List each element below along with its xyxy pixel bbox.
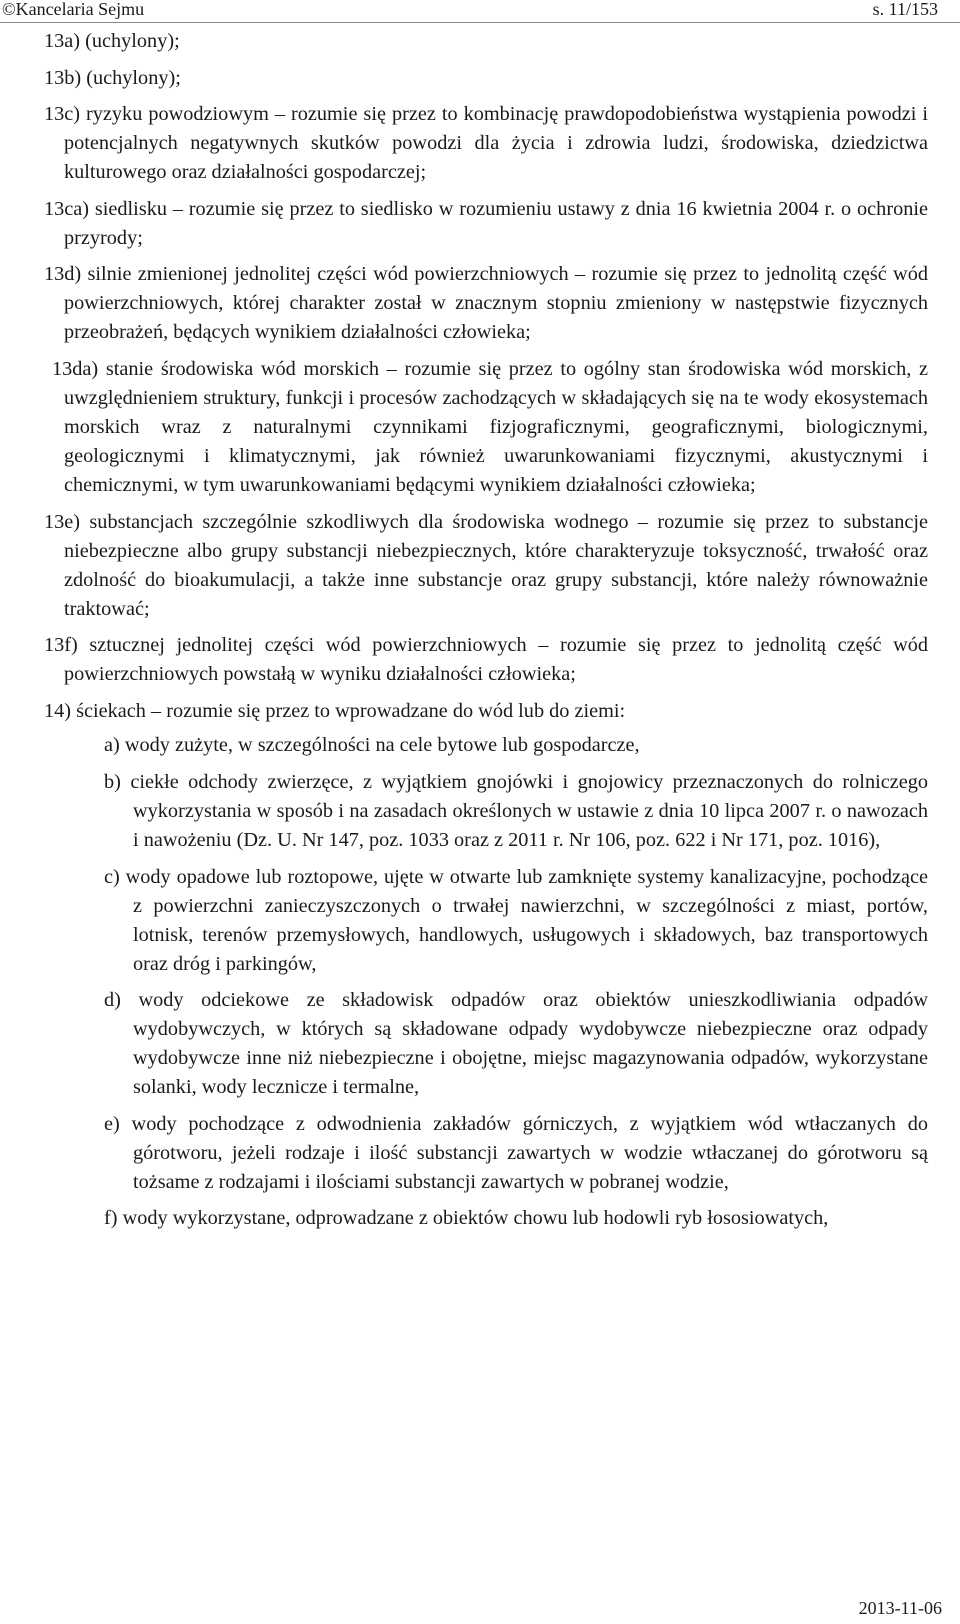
paragraph-14: 14) ściekach – rozumie się przez to wprowadzane do wód lub do ziemi: <box>44 699 626 722</box>
footer-date: 2013-11-06 <box>858 1598 942 1618</box>
letter-item-b: b) ciekłe odchody zwierzęce, z wyjątkiem gnojówki i gnojowicy przeznaczonych do rolniczego wykorzystania w sposób i na zasadach określonych w ustawie z dnia 10 lipca 2007 r. o nawozach i nawożeniu (Dz. U. Nr 147, poz. 1033 oraz z 2011 r. Nr 106, poz. 622 i Nr 171, poz. 1016), <box>104 770 928 851</box>
letter-item-d: d) wody odciekowe ze składowisk odpadów oraz obiektów unieszkodliwiania odpadów wydobywczych, w których są składowane odpady wydobywcze niebezpieczne oraz odpady wydobywcze inne niż niebezpieczne i obojętne, miejsc magazynowania odpadów, wykorzystane solanki, wody lecznicze i termalne, <box>104 989 928 1099</box>
page-number: s. 11/153 <box>872 0 938 19</box>
letter-item-f: f) wody wykorzystane, odprowadzane z obiektów chowu lub hodowli ryb łososiowatych, <box>104 1207 829 1230</box>
paragraph-13a: 13a) (uchylony); <box>44 30 180 52</box>
paragraph-13da: 13da) stanie środowiska wód morskich – rozumie się przez to ogólny stan środowiska wód morskich, z uwzględnieniem struktury, funkcji i procesów zachodzących w składających się na te wody ekosystemach morskich wraz z naturalnymi czynnikami fizjograficznymi, geograficznymi, biologicznymi, geologicznymi i klimatycznymi, jak również uwarunkowaniami fizycznymi, akustycznymi i chemicznymi, w tym uwarunkowaniami będącymi wynikiem działalności człowieka; <box>52 357 928 496</box>
paragraph-13d: 13d) silnie zmienionej jednolitej części wód powierzchniowych – rozumie się przez to jednolitą część wód powierzchniowych, której charakter został w znacznym stopniu zmieniony w następstwie fizycznych przeobrażeń, będących wynikiem działalności człowieka; <box>44 263 928 344</box>
letter-item-c: c) wody opadowe lub roztopowe, ujęte w otwarte lub zamknięte systemy kanalizacyjne, pochodzące z powierzchni zanieczyszczonych o trwałej nawierzchni, w szczególności z miast, portów, lotnisk, terenów przemysłowych, handlowych, usługowych i składowych, baz transportowych oraz dróg i parkingów, <box>104 865 928 975</box>
paragraph-13f: 13f) sztucznej jednolitej części wód powierzchniowych – rozumie się przez to jednolitą część wód powierzchniowych powstałą w wyniku działalności człowieka; <box>44 634 928 686</box>
paragraph-13c: 13c) ryzyku powodziowym – rozumie się przez to kombinację prawdopodobieństwa wystąpienia powodzi i potencjalnych negatywnych skutków powodzi dla życia i zdrowia ludzi, środowiska, dziedzictwa kulturowego oraz działalności gospodarczej; <box>44 103 928 184</box>
document-body <box>44 27 928 1241</box>
page-header <box>0 0 960 23</box>
copyright-label: ©Kancelaria Sejmu <box>2 0 145 19</box>
paragraph-13e: 13e) substancjach szczególnie szkodliwych dla środowiska wodnego – rozumie się przez to substancje niebezpieczne albo grupy substancji niebezpiecznych, które charakteryzuje toksyczność, trwałość oraz zdolność do bioakumulacji, a także inne substancje oraz grupy substancji, które należy równoważnie traktować; <box>44 510 928 620</box>
letter-item-a: a) wody zużyte, w szczególności na cele bytowe lub gospodarcze, <box>104 734 640 757</box>
paragraph-13ca: 13ca) siedlisku – rozumie się przez to siedlisko w rozumieniu ustawy z dnia 16 kwietnia 2004 r. o ochronie przyrody; <box>44 197 928 249</box>
letter-item-e: e) wody pochodzące z odwodnienia zakładów górniczych, z wyjątkiem wód wtłaczanych do górotworu, jeżeli rodzaje i ilość substancji zawartych w wodzie wtłaczanej do górotworu są tożsame z rodzajami i ilościami substancji zawartych w pobranej wodzie, <box>104 1112 928 1193</box>
paragraph-13b: 13b) (uchylony); <box>44 66 181 89</box>
